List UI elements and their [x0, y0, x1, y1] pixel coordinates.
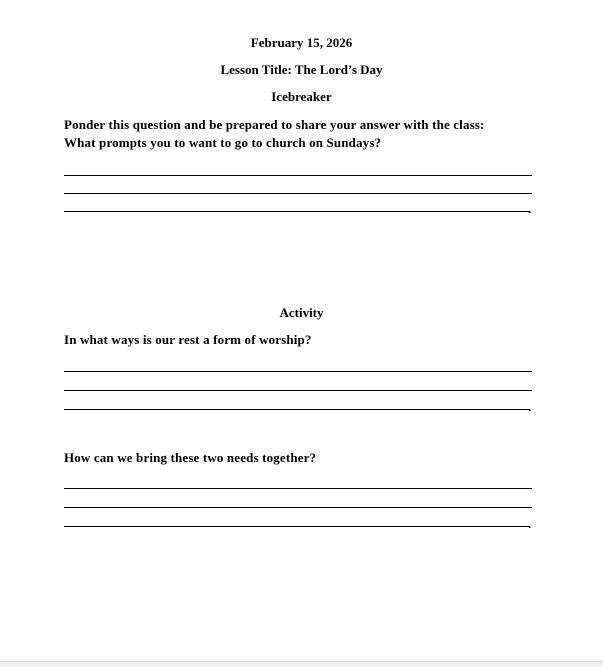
icebreaker-answer-line-3	[64, 211, 529, 212]
icebreaker-answer-line-1	[64, 175, 532, 176]
question-2-answer-line-1	[64, 488, 532, 489]
question-1-answer-line-3	[64, 409, 529, 410]
icebreaker-instruction: Ponder this question and be prepared to share your answer with the class:	[64, 117, 485, 132]
question-2-line-period: .	[528, 516, 532, 531]
lesson-date: February 15, 2026	[250, 35, 353, 50]
question-2-answer-line-2	[64, 507, 532, 508]
activity-question-2: How can we bring these two needs together?	[64, 450, 317, 465]
page-bottom-edge	[0, 661, 603, 667]
question-1-line-period: .	[528, 399, 532, 414]
icebreaker-heading: Icebreaker	[271, 89, 332, 104]
activity-heading: Activity	[279, 305, 324, 320]
activity-question-1: In what ways is our rest a form of worship?	[64, 332, 312, 347]
question-2-answer-line-3	[64, 526, 529, 527]
icebreaker-answer-line-2	[64, 193, 532, 194]
icebreaker-question: What prompts you to want to go to church on Sundays?	[64, 135, 382, 150]
question-1-answer-line-2	[64, 390, 532, 391]
icebreaker-line-period: .	[528, 201, 532, 216]
lesson-title: Lesson Title: The Lord’s Day	[220, 62, 383, 77]
question-1-answer-line-1	[64, 371, 532, 372]
